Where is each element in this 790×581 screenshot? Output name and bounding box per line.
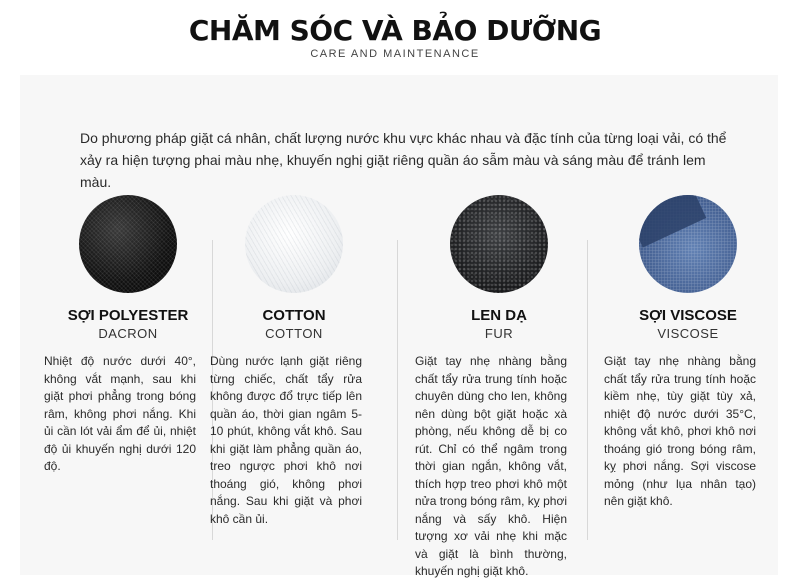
fabric-care-text: Giặt tay nhẹ nhàng bằng chất tẩy rửa trung tính hoặc chuyên dùng cho len, không nên dùng bột giặt hoặc xà phòng, nếu không dễ bị co rút. Chỉ có thể ngâm trong thời gian ngắn, không vắt, thích hợp treo phơi khô một nửa trong bóng râm, kỵ phơi nắng và sấy khô. Hiện tượng xơ vải nhẹ khi mặc và giặt là bình thường, khuyến nghị giặt khô. (415, 354, 567, 578)
fabric-card-viscose (602, 195, 772, 575)
fabric-subtitle: COTTON (265, 326, 323, 341)
wool-swatch (450, 195, 548, 293)
page-title: CHĂM SÓC VÀ BẢO DƯỠNG (188, 14, 602, 47)
care-panel (20, 75, 778, 578)
fabric-name: COTTON (262, 307, 326, 324)
intro-text: Do phương pháp giặt cá nhân, chất lượng nước khu vực khác nhau và đặc tính của từng loại vải, có thể xảy ra hiện tượng phai màu nhẹ, khuyến nghị giặt riêng quần áo sẫm màu và sáng màu để tránh lem màu. (80, 130, 727, 190)
page-subtitle: CARE AND MAINTENANCE (310, 48, 480, 60)
fabric-care-text: Dùng nước lạnh giặt riêng từng chiếc, chất tẩy rửa không được đổ trực tiếp lên quần áo, thời gian ngâm 5-10 phút, không vắt khô. Sau khi giặt làm phẳng quần áo, treo ngược phơi khô nơi thoáng gió, không phơi nắng. Sau khi giặt và phơi khô cần ủi. (210, 354, 362, 526)
fabric-card-wool (413, 195, 583, 578)
fabric-name: LEN DẠ (471, 307, 527, 324)
column-divider (397, 240, 398, 540)
polyester-swatch (79, 195, 177, 293)
fabric-subtitle: FUR (484, 326, 514, 341)
fabric-name: SỢI VISCOSE (639, 307, 737, 324)
fabric-subtitle: DACRON (98, 326, 158, 341)
cotton-swatch (245, 195, 343, 293)
fabric-subtitle: VISCOSE (657, 326, 719, 341)
fabric-card-cotton (208, 195, 378, 575)
fabric-card-polyester (42, 195, 212, 575)
fabric-care-text: Giặt tay nhẹ nhàng bằng chất tẩy rửa trung tính hoặc kiềm nhẹ, tùy giặt tùy xả, nhiệt độ nước dưới 35°C, không vắt khô, phơi khô nơi thoáng gió trong bóng râm, kỵ phơi nắng. Sợi viscose mỏng (như lụa nhân tạo) nên giặt khô. (604, 354, 756, 508)
column-divider (587, 240, 588, 540)
fabric-care-text: Nhiệt độ nước dưới 40°, không vắt mạnh, sau khi giặt phơi phẳng trong bóng râm, không phơi nắng. Khi ủi cần lót vải ẩm để ủi, nhiệt độ ủi khuyến nghị dưới 120 độ. (44, 354, 196, 473)
viscose-swatch (639, 195, 737, 293)
fabric-name: SỢI POLYESTER (67, 307, 189, 324)
